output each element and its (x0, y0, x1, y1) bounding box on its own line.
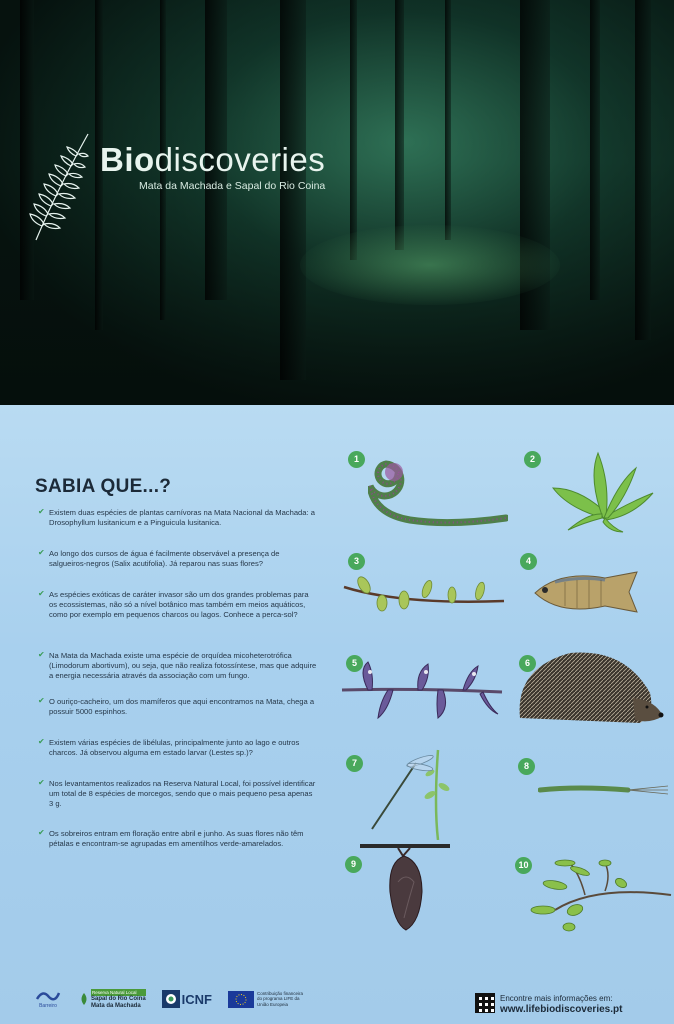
sabia-que-heading: SABIA QUE...? (35, 476, 172, 497)
logo-title: Biodiscoveries (100, 141, 326, 178)
life-eu-logo: Contribuição financeira do programa LIFE da União Europeia (228, 991, 303, 1008)
fact-item: ✔ Existem duas espécies de plantas carnívoras na Mata Nacional da Machada: a Drosophyllum lusitanicum e a Pinguicula lusitanica. (38, 507, 315, 528)
fact-item: ✔ Existem várias espécies de libélulas, principalmente junto ao lago e outros charcos. Já observou alguma em estado larvar (Lestes sp.)? (38, 737, 300, 758)
illustration-number: 9 (345, 856, 362, 873)
eu-flag-icon (228, 991, 254, 1008)
tree-trunk (445, 0, 451, 240)
illustration-number: 3 (348, 553, 365, 570)
fern-leaf-icon (28, 128, 96, 243)
forest-path (300, 225, 560, 305)
tree-trunk (635, 0, 651, 340)
tree-trunk (350, 0, 357, 260)
check-leaf-icon: ✔ (38, 548, 45, 557)
icnf-emblem-icon (162, 990, 180, 1008)
illustration-number: 2 (524, 451, 541, 468)
header-forest-photo (0, 0, 674, 405)
damselfly-icon (368, 745, 458, 840)
icnf-logo: ICNF (162, 990, 212, 1008)
fact-item: ✔ O ouriço-cacheiro, um dos mamíferos que aqui encontramos na Mata, chega a possuir 5000 espinhos. (38, 696, 315, 717)
orchid-stem-icon (338, 660, 506, 720)
hedgehog-icon (515, 648, 665, 733)
website-link[interactable]: www.lifebiodiscoveries.pt (500, 1004, 623, 1015)
reserva-natural-logo: Reserva Natural Local Sapal do Rio Coina Mata da Machada (79, 989, 146, 1010)
illustration-number: 7 (346, 755, 363, 772)
barreiro-wave-icon (35, 989, 61, 1003)
carnivorous-plant-icon (548, 448, 658, 533)
check-leaf-icon: ✔ (38, 650, 45, 659)
check-leaf-icon: ✔ (38, 737, 45, 746)
check-leaf-icon: ✔ (38, 696, 45, 705)
larva-icon (538, 780, 670, 800)
fern-spiral-icon (368, 450, 508, 528)
fish-icon (525, 568, 640, 618)
reserva-leaf-icon (79, 992, 89, 1006)
cork-oak-flower-icon (525, 855, 673, 935)
check-leaf-icon: ✔ (38, 778, 45, 787)
willow-catkin-icon (342, 575, 507, 615)
illustration-number: 10 (515, 857, 532, 874)
illustration-number: 1 (348, 451, 365, 468)
fact-item: ✔ Ao longo dos cursos de água é facilmente observável a presença de salgueiros-negros (Salix acutifolia). Já reparou nas suas flores? (38, 548, 280, 569)
fact-item: ✔ Os sobreiros entram em floração entre abril e junho. As suas flores não têm pétalas e encontram-se agrupadas em amentilhos verde-amarelados. (38, 828, 304, 849)
check-leaf-icon: ✔ (38, 828, 45, 837)
tree-trunk (395, 0, 404, 250)
fact-item: ✔ Nos levantamentos realizados na Reserva Natural Local, foi possível identificar um total de 8 espécies de morcegos, sendo que o mais pequeno pesa apenas 3 g. (38, 778, 316, 809)
check-leaf-icon: ✔ (38, 507, 45, 516)
logo-subtitle: Mata da Machada e Sapal do Rio Coina (139, 180, 326, 192)
illustration-number: 5 (346, 655, 363, 672)
more-info-label: Encontre mais informações em: (500, 994, 613, 1003)
illustration-number: 6 (519, 655, 536, 672)
fact-item: ✔ As espécies exóticas de caráter invasor são um dos grandes problemas para os ecossistemas, não só a nível botânico mas também em meios aquáticos, como por exemplo em pequenos charcos ou lagos. Conhece a perca-sol? (38, 589, 309, 620)
bat-icon (358, 842, 453, 932)
illustration-number: 4 (520, 553, 537, 570)
barreiro-logo: Barreiro (35, 989, 61, 1010)
illustration-number: 8 (518, 758, 535, 775)
check-leaf-icon: ✔ (38, 589, 45, 598)
footer-logos (35, 988, 303, 1010)
tree-trunk (590, 0, 600, 300)
qr-code-icon[interactable] (475, 993, 495, 1013)
fact-item: ✔ Na Mata da Machada existe uma espécie de orquídea micoheterotrófica (Limodorum abortivum), ou seja, que não realiza fotossíntese, mas que adquire a energia necessária através da associação com um fungo. (38, 650, 317, 681)
biodiscoveries-logo (28, 128, 325, 243)
